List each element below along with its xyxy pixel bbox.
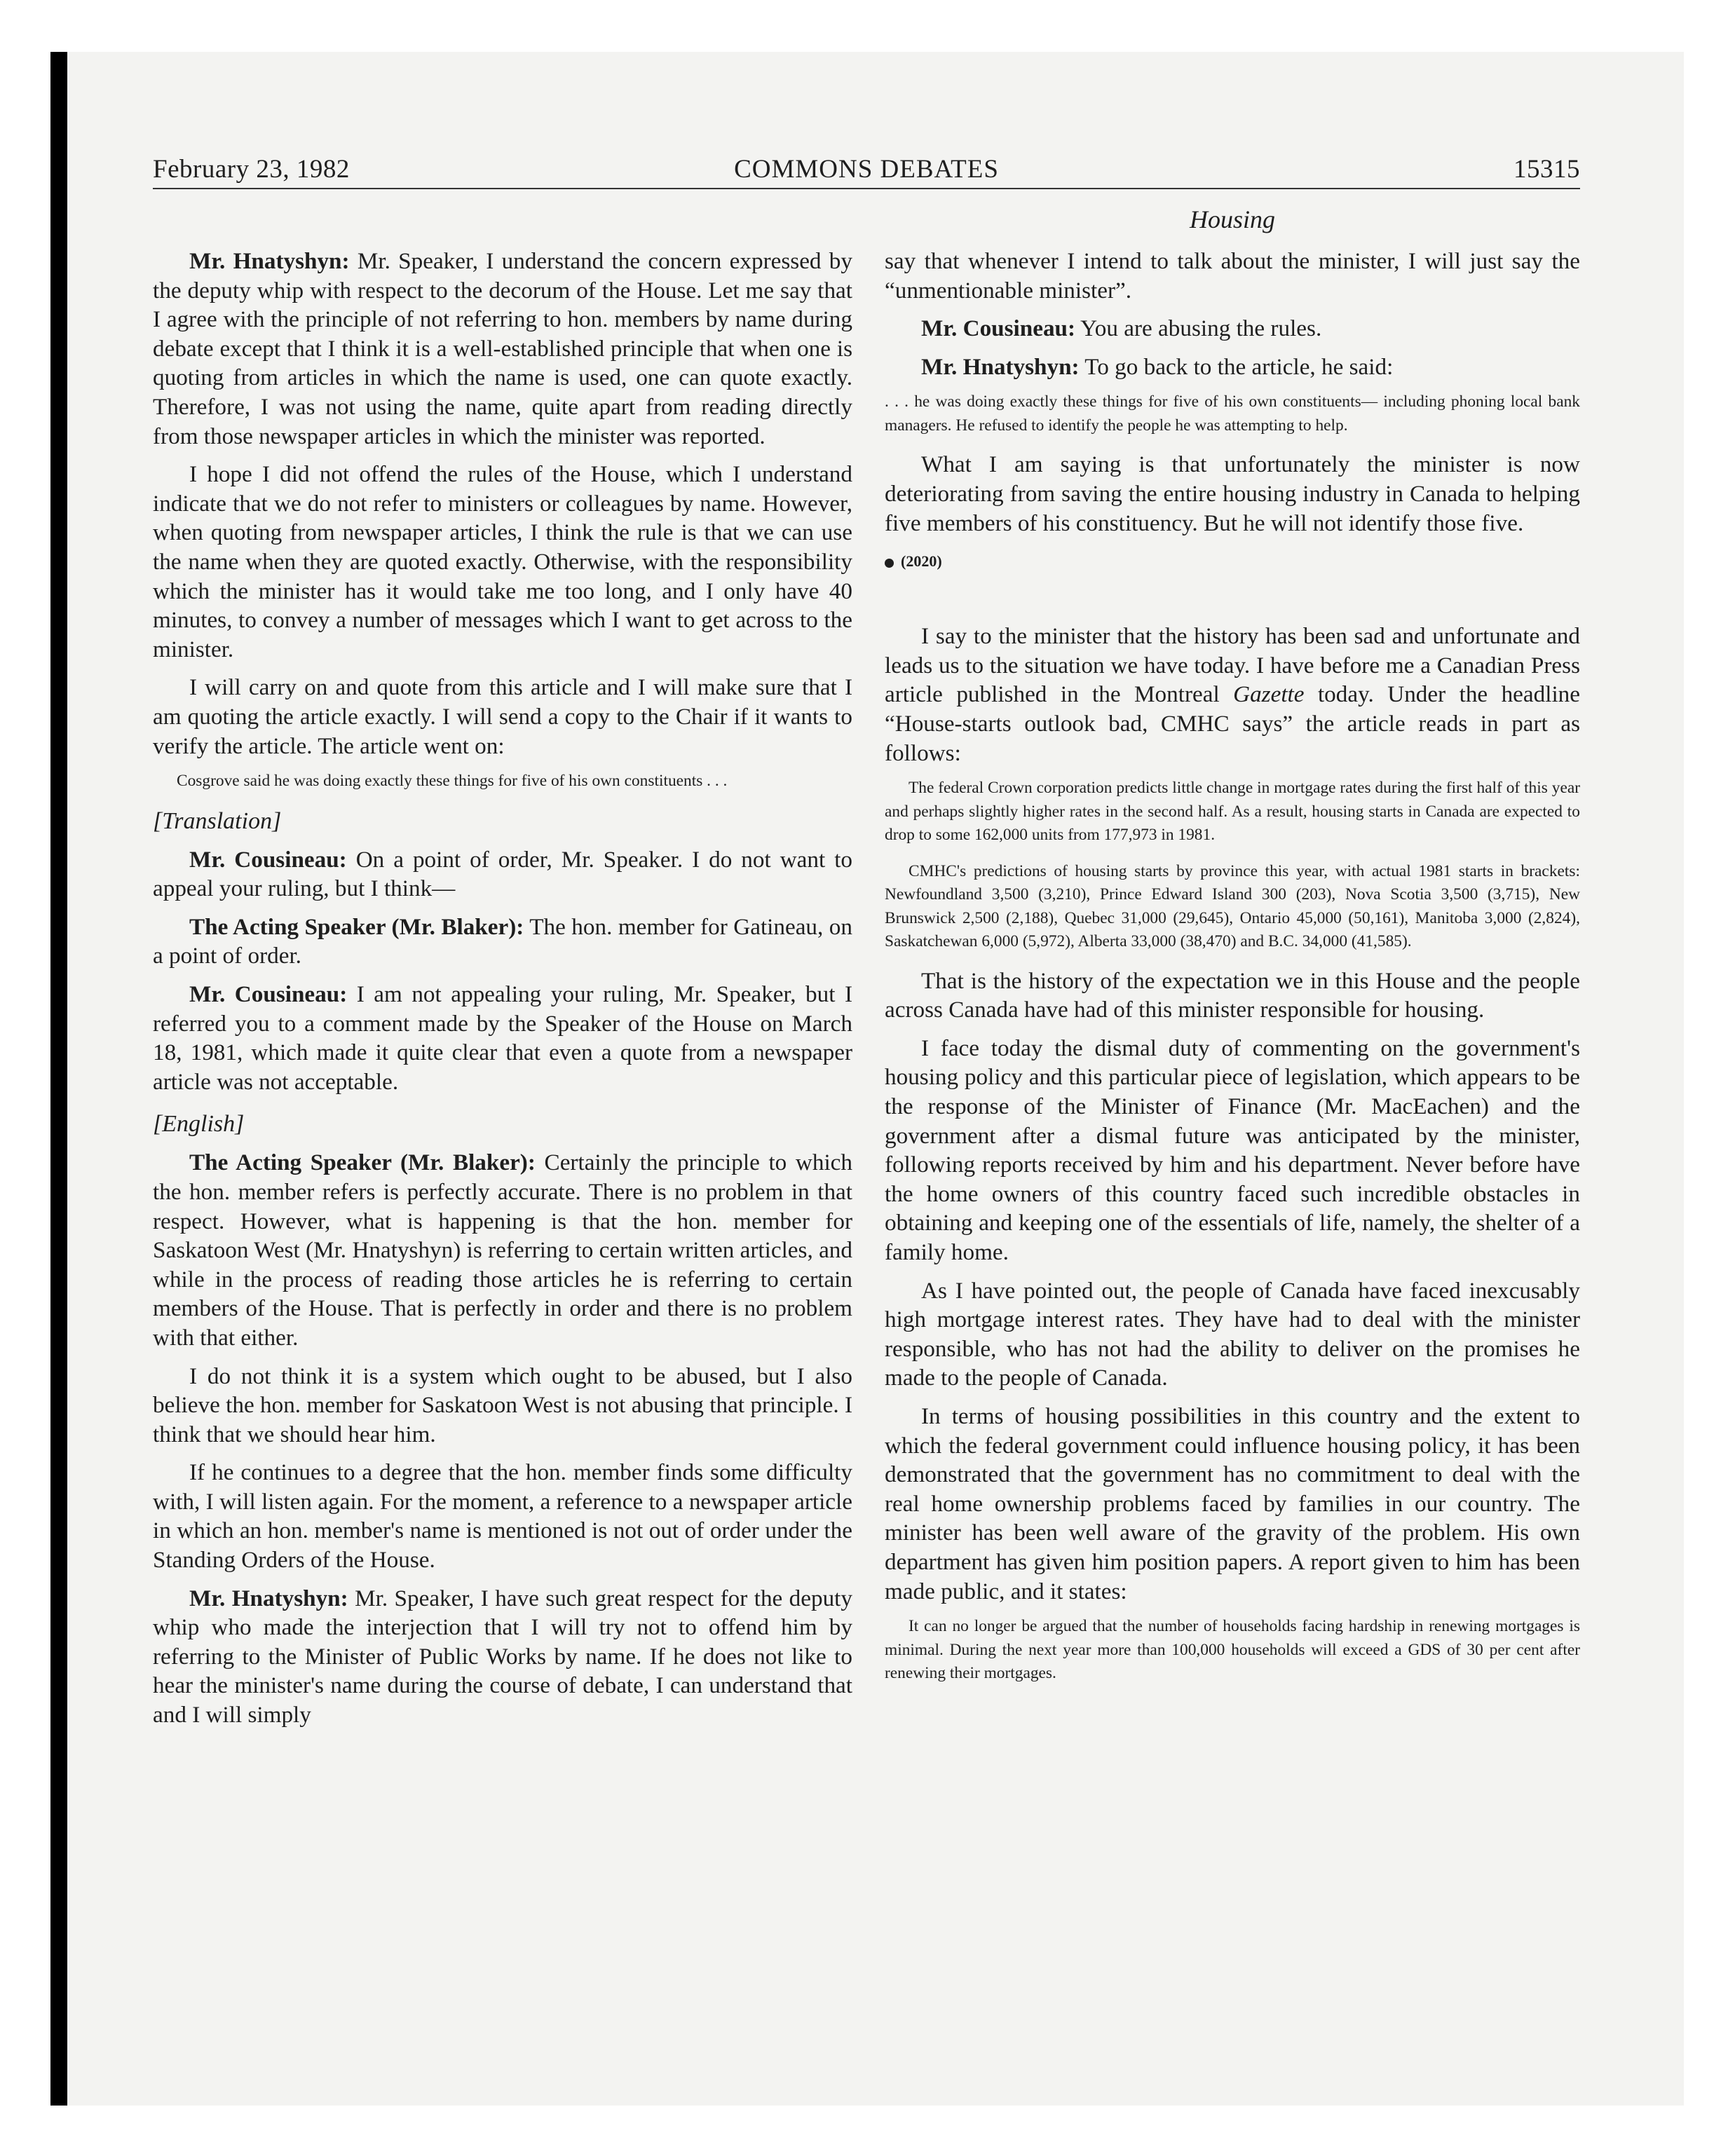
language-tag: [English] — [153, 1111, 245, 1138]
paragraph-text: On a point of order, Mr. Speaker. I do not want to appeal your ruling, but I think— — [153, 846, 853, 902]
paragraph-text: today. Under the headline “House-starts outlook bad, CMHC says” the article reads in part as follows: — [885, 681, 1580, 766]
header-date: February 23, 1982 — [153, 155, 350, 184]
paragraph — [153, 1148, 852, 1352]
paragraph — [153, 1362, 852, 1449]
paragraph — [885, 314, 1580, 343]
quoted-passage: . . . he was doing exactly these things for five of his own constituents— including phoning local bank managers. He refused to identify the people he was attempting to help. — [885, 393, 1580, 435]
speaker-name: The Acting Speaker (Mr. Blaker): — [189, 1149, 536, 1176]
quoted-passage: The federal Crown corporation predicts little change in mortgage rates during the first half of this year and perhaps slightly higher rates in the second half. As a result, housing starts in Canada are expected to drop to some 162,000 units from 177,973 in 1981. — [885, 779, 1580, 845]
subject-heading: Housing — [1189, 205, 1275, 233]
paragraph-text: What I am saying is that unfortunately the minister is now deteriorating from saving the entire housing industry in Canada to helping five members of his constituency. But he will not identify those five. — [885, 451, 1580, 536]
speaker-name: Mr. Cousineau: — [189, 846, 347, 873]
speaker-name: Mr. Hnatyshyn: — [189, 1585, 348, 1611]
paragraph — [885, 967, 1580, 1025]
page-number: 15315 — [1513, 155, 1580, 184]
paragraph-text: To go back to the article, he said: — [1079, 353, 1394, 380]
quoted-passage: Cosgrove said he was doing exactly these things for five of his own constituents . . . — [177, 772, 728, 791]
paragraph-text: I do not think it is a system which ought to be abused, but I also believe the hon. member for Saskatoon West is not abusing that principle. I think that we should hear him. — [153, 1363, 852, 1447]
paragraph — [885, 247, 1580, 305]
paragraph-text: If he continues to a degree that the hon. member finds some difficulty with, I will listen again. For the moment, a reference to a newspaper article in which an hon. member's name is mentioned is not out of order under the Standing Orders of the House. — [153, 1459, 852, 1574]
paragraph-text: The hon. member for Gatineau, on a point of order. — [153, 913, 852, 969]
paragraph-text: You are abusing the rules. — [1075, 315, 1322, 342]
right-column — [885, 247, 1580, 1698]
paragraph — [885, 1402, 1580, 1606]
paragraph — [153, 460, 852, 664]
speaker-name: Mr. Hnatyshyn: — [189, 248, 350, 274]
paragraph-text: I will carry on and quote from this article and I will make sure that I am quoting the article exactly. I will send a copy to the Chair if it wants to verify the article. The article went on: — [153, 674, 852, 759]
paragraph — [153, 1458, 852, 1574]
header-rule — [153, 188, 1580, 189]
paragraph — [153, 913, 852, 971]
speaker-name: Mr. Cousineau: — [921, 315, 1076, 342]
paragraph-text: I face today the dismal duty of commenting on the government's housing policy and this particular piece of legislation, which appears to be the response of the Minister of Finance (Mr. MacEachen) and the government after a dismal future was anticipated by the minister, following reports received by him and his department. Never before have the home owners of this country faced such incredible obstacles in obtaining and keeping one of the essentials of life, namely, the shelter of a family home. — [885, 1035, 1580, 1265]
paragraph-text: say that whenever I intend to talk about the minister, I will just say the “unmentionable minister”. — [885, 248, 1580, 303]
time-marker — [885, 550, 1580, 573]
quoted-passage: CMHC's predictions of housing starts by province this year, with actual 1981 starts in brackets: Newfoundland 3,500 (3,210), Prince Edward Island 300 (203), Nova Scotia 3,500 (3,715), New Brunswick 2,500 (2,188), Quebec 31,000 (29,645), Ontario 45,000 (50,161), Manitoba 3,000 (2,824), Saskatchewan 6,000 (5,972), Alberta 33,000 (38,470) and B.C. 34,000 (41,585). — [885, 861, 1580, 951]
speaker-name: Mr. Hnatyshyn: — [921, 353, 1080, 380]
binding-edge — [50, 52, 67, 2106]
paragraph — [153, 845, 852, 903]
paragraph-text: Mr. Speaker, I have such great respect for the deputy whip who made the interjection that I will try not to offend him by referring to the Minister of Public Works by name. If he does not like to hear the minister's name during the course of debate, I can understand that and I will simply — [153, 1585, 853, 1728]
quoted-passage: It can no longer be argued that the number of households facing hardship in renewing mortgages is minimal. During the next year more than 100,000 households will exceed a GDS of 30 per cent after renewing their mortgages. — [885, 1617, 1580, 1683]
paragraph-text: Certainly the principle to which the hon. member refers is perfectly accurate. There is no problem in that respect. However, what is happening is that the hon. member for Saskatoon West (Mr. Hnatyshyn) is referring to certain written articles, and while in the process of reading those articles he is referring to certain members of the House. That is perfectly in order and there is no problem with that either. — [153, 1149, 852, 1351]
paragraph-text: In terms of housing possibilities in this country and the extent to which the federal government could influence housing policy, it has been demonstrated that the government has no commitment to deal with the real home ownership problems faced by families in our country. The minister has been well aware of the gravity of the problem. His own department has given him position papers. A report given to him has been made public, and it states: — [885, 1403, 1580, 1604]
speaker-name: Mr. Cousineau: — [189, 981, 348, 1007]
paragraph — [885, 353, 1580, 382]
running-header — [153, 154, 1580, 191]
paragraph-text: Mr. Speaker, I understand the concern expressed by the deputy whip with respect to the decorum of the House. Let me say that I agree with the principle of not referring to hon. members by name during debate except that I think it is a well-established principle that when one is quoting from articles in which the name is used, one can quote exactly. Therefore, I was not using the name, quite apart from reading directly from those newspaper articles in which the minister was reported. — [153, 248, 852, 449]
publication-name: Gazette — [1233, 681, 1305, 708]
paragraph-text: I am not appealing your ruling, Mr. Speaker, but I referred you to a comment made by the Speaker of the House on March 18, 1981, which made it quite clear that even a quote from a newspaper article was not acceptable. — [153, 981, 852, 1095]
paragraph-text: As I have pointed out, the people of Canada have faced inexcusably high mortgage interest rates. They have had to deal with the minister responsible, who has not had the ability to deliver on the promises he made to the people of Canada. — [885, 1277, 1580, 1391]
paragraph — [885, 622, 1580, 767]
paragraph — [153, 1584, 852, 1730]
left-column — [153, 247, 852, 1739]
paragraph-text: I say to the minister that the history has been sad and unfortunate and leads us to the situation we have today. I have before me a Canadian Press article published in the Montreal — [885, 623, 1580, 708]
time-stamp: (2020) — [901, 552, 942, 571]
speaker-name: The Acting Speaker (Mr. Blaker): — [189, 913, 524, 940]
bullet-icon — [885, 559, 894, 568]
paragraph — [153, 247, 852, 451]
paragraph — [885, 1034, 1580, 1267]
paragraph — [153, 980, 852, 1096]
language-tag: [Translation] — [153, 807, 282, 834]
paragraph-text: That is the history of the expectation we in this House and the people across Canada have had of this minister responsible for housing. — [885, 967, 1580, 1023]
paragraph-text: I hope I did not offend the rules of the House, which I understand indicate that we do not refer to ministers or colleagues by name. However, when quoting from newspaper articles, I think the rule is that we can use the name when they are quoted exactly. Otherwise, with the responsibility which the minister has it would take me too long, and I only have 40 minutes, to convey a number of messages which I want to get across to the minister. — [153, 461, 852, 662]
paragraph — [885, 1276, 1580, 1393]
paragraph — [885, 450, 1580, 538]
paragraph — [153, 673, 852, 760]
header-title: COMMONS DEBATES — [734, 155, 999, 184]
